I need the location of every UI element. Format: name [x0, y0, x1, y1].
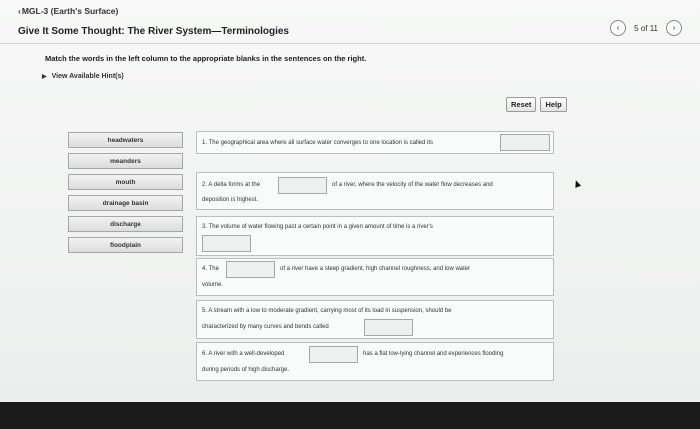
word-bank — [68, 132, 183, 258]
sentence-1 — [196, 131, 554, 154]
header-divider — [0, 43, 700, 44]
sentence-3-drop-target[interactable] — [202, 235, 251, 252]
chevron-right-icon: › — [672, 23, 676, 32]
page-indicator: 5 of 11 — [634, 23, 658, 33]
sentence-6-drop-target[interactable] — [309, 346, 358, 363]
bottom-bar — [0, 402, 700, 429]
sentence-2-text-before: 2. A delta forms at the — [202, 182, 261, 188]
sentence-6-text-after: has a flat low-lying channel and experiences flooding — [363, 351, 504, 357]
sentence-2 — [196, 172, 554, 210]
caret-right-icon: ▶ — [42, 74, 47, 80]
mouse-pointer-icon — [573, 179, 581, 188]
reset-button[interactable]: Reset — [506, 97, 536, 112]
pagination — [610, 20, 682, 36]
sentence-6-text-line2: during periods of high discharge. — [202, 367, 290, 373]
word-tile-meanders[interactable]: meanders — [68, 153, 183, 169]
sentence-1-text: 1. The geographical area where all surface water converges to one location is called its — [202, 140, 434, 146]
sentence-2-drop-target[interactable] — [278, 177, 327, 194]
sentence-5 — [196, 300, 554, 339]
sentence-5-text-line1: 5. A stream with a low to moderate gradient, carrying most of its load in suspension, should be — [202, 308, 452, 314]
word-tile-mouth[interactable]: mouth — [68, 174, 183, 190]
sentence-2-text-after: of a river, where the velocity of the water flow decreases and — [332, 182, 493, 188]
instructions-text: Match the words in the left column to the appropriate blanks in the sentences on the right. — [45, 54, 367, 63]
sentence-4-drop-target[interactable] — [226, 261, 275, 278]
sentence-2-text-line2: deposition is highest. — [202, 197, 259, 203]
previous-question-button[interactable] — [610, 20, 626, 36]
sentence-4-text-line2: volume. — [202, 282, 224, 288]
sentence-4 — [196, 258, 554, 296]
word-tile-discharge[interactable]: discharge — [68, 216, 183, 232]
word-tile-headwaters[interactable]: headwaters — [68, 132, 183, 148]
chevron-left-icon: ‹ — [18, 6, 21, 16]
toolbar — [506, 97, 567, 112]
sentence-4-text-after: of a river have a steep gradient, high channel roughness, and low water — [280, 266, 471, 272]
sentence-6-text-before: 6. A river with a well-developed — [202, 351, 285, 357]
sentence-3 — [196, 216, 554, 256]
sentence-3-text: 3. The volume of water flowing past a certain point in a given amount of time is a river's — [202, 224, 433, 230]
sentence-5-drop-target[interactable] — [364, 319, 413, 336]
word-tile-floodplain[interactable]: floodplain — [68, 237, 183, 253]
help-button[interactable]: Help — [540, 97, 566, 112]
sentence-1-drop-target[interactable] — [500, 134, 550, 151]
chevron-left-icon: ‹ — [616, 23, 620, 32]
next-question-button[interactable] — [666, 20, 682, 36]
sentence-5-text-line2: characterized by many curves and bends called — [202, 324, 329, 330]
view-hints-toggle[interactable] — [42, 73, 124, 80]
view-hints-label: View Available Hint(s) — [51, 73, 124, 80]
sentence-6 — [196, 342, 554, 381]
question-title: Give It Some Thought: The River System—Terminologies — [18, 26, 289, 37]
assignment-title: MGL-3 (Earth's Surface) — [21, 6, 119, 16]
word-tile-drainage-basin[interactable]: drainage basin — [68, 195, 183, 211]
sentence-4-text-before: 4. The — [202, 266, 219, 272]
assignment-link[interactable] — [18, 6, 118, 16]
